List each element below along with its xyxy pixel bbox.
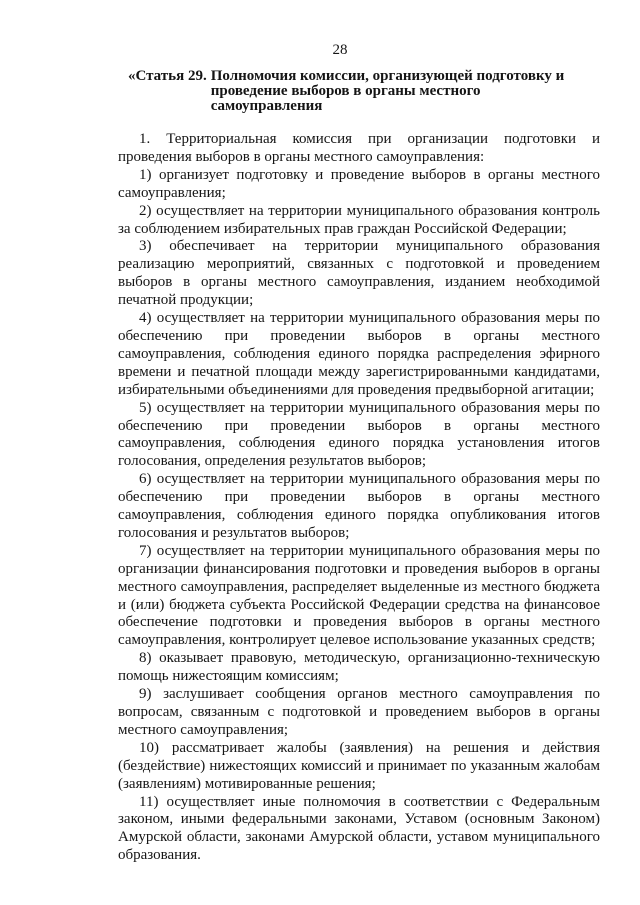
clause-item-1: 1) организует подготовку и проведение выборов в органы местного самоуправления; — [118, 166, 600, 201]
clause-item-11: 11) осуществляет иные полномочия в соответствии с Федеральным законом, иными федеральными законами, Уставом (основным Законом) Амурской области, законами Амурской области, уставом муниципального образования. — [118, 793, 600, 864]
clause-item-5: 5) осуществляет на территории муниципального образования меры по обеспечению при проведении выборов в органы местного самоуправления, соблюдения единого порядка установления итогов голосования, определения результатов выборов; — [118, 399, 600, 470]
clause-item-6: 6) осуществляет на территории муниципального образования меры по обеспечению при проведении выборов в органы местного самоуправления, соблюдения единого порядка опубликования итогов голосования и результатов выборов; — [118, 471, 600, 541]
clause-item-7: 7) осуществляет на территории муниципального образования меры по организации финансирования подготовки и проведения выборов в органы местного самоуправления, распределяет выделенные из местного бюджета и (или) бюджета субъекта Российской Федерации средства на финансовое обеспечение подготовки и проведения выборов в органы местного самоуправления, контролирует целевое использование указанных средств; — [118, 542, 600, 649]
article-body — [118, 131, 600, 865]
page-number: 28 — [332, 42, 348, 58]
clause-item-9: 9) заслушивает сообщения органов местного самоуправления по вопросам, связанным с подготовкой и проведением выборов в органы местного самоуправления; — [118, 686, 600, 738]
article-title: Полномочия комиссии, организующей подготовку и проведение выборов в органы местного самоуправления — [210, 68, 565, 114]
article-heading — [128, 69, 590, 114]
article-number: «Статья 29. — [128, 68, 207, 84]
clause-intro: 1. Территориальная комиссия при организации подготовки и проведения выборов в органы местного самоуправления: — [118, 131, 600, 165]
clause-item-10: 10) рассматривает жалобы (заявления) на решения и действия (бездействие) нижестоящих комиссий и принимает по указанным жалобам (заявлениям) мотивированные решения; — [118, 739, 600, 792]
clause-item-4: 4) осуществляет на территории муниципального образования меры по обеспечению при проведении выборов в органы местного самоуправления, соблюдения единого порядка распределения эфирного времени и печатной площади между зарегистрированными кандидатами, избирательными объединениями для проведения предвыборной агитации; — [118, 310, 600, 398]
clause-item-8: 8) оказывает правовую, методическую, организационно-техническую помощь нижестоящим комиссиям; — [118, 650, 600, 685]
clause-item-2: 2) осуществляет на территории муниципального образования контроль за соблюдением избирательных прав граждан Российской Федерации; — [118, 202, 600, 237]
clause-item-3: 3) обеспечивает на территории муниципального образования реализацию мероприятий, связанных с подготовкой и проведением выборов в органы местного самоуправления, изданием необходимой печатной продукции; — [118, 238, 600, 309]
